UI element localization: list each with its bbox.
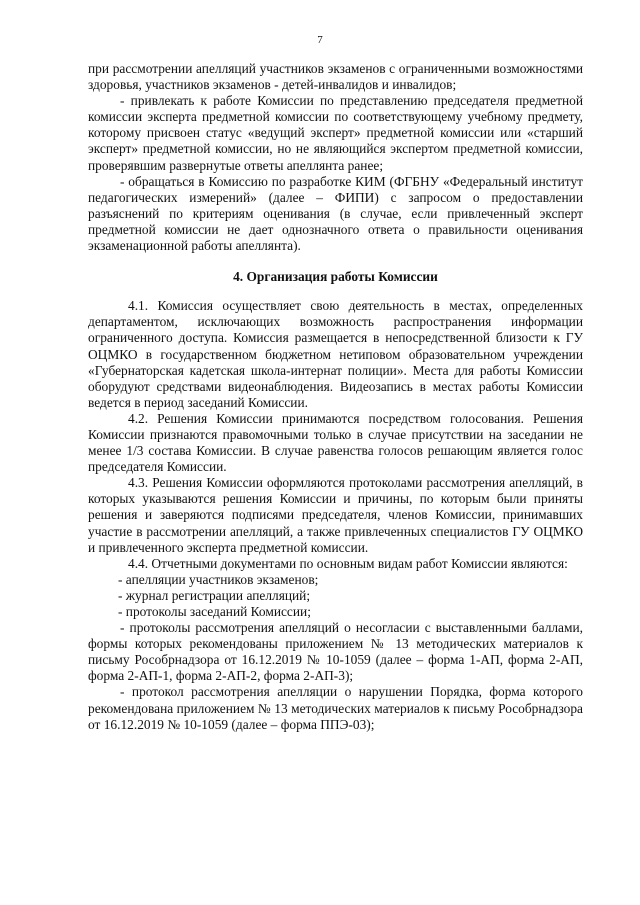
- list-item: - журнал регистрации апелляций;: [118, 587, 311, 603]
- paragraph-appeal-protocols: - протоколы рассмотрения апелляций о несогласии с выставленными баллами, формы которых рекомендованы приложением № 13 методических материалов к письму Рособрнадзора от 16.12.2019 № 10-1059 (далее – форма 1-АП, форма 2-АП, форма 2-АП-1, форма 2-АП-2, форма 2-АП-3);: [88, 620, 583, 684]
- paragraph-violation-protocol: - протокол рассмотрения апелляции о нарушении Порядка, форма которого рекомендована приложением № 13 методических материалов к письму Рособрнадзора от 16.12.2019 № 10-1059 (далее – форма ППЭ-03);: [88, 684, 583, 732]
- paragraph-continuation: при рассмотрении апелляций участников экзаменов с ограниченными возможностями здоровья, участников экзаменов - детей-инвалидов и инвалидов;: [88, 61, 583, 93]
- paragraph-4-2: 4.2. Решения Комиссии принимаются посредством голосования. Решения Комиссии признаются правомочными только в случае присутствии на заседании не менее 1/3 состава Комиссии. В случае равенства голосов решающим является голос председателя Комиссии.: [88, 410, 583, 475]
- document-body: [88, 61, 583, 733]
- paragraph-contact-fipi: - обращаться в Комиссию по разработке КИМ (ФГБНУ «Федеральный институт педагогических измерений» (далее – ФИПИ) с запросом о предоставлении разъяснений по критериям оценивания (в случае, если привлеченный эксперт предметной комиссии не дает однозначного ответа о правильности оценивания экзаменационной работы апеллянта).: [88, 173, 583, 254]
- section-title: 4. Организация работы Комиссии: [233, 269, 438, 285]
- paragraph-involve-experts: - привлекать к работе Комиссии по представлению председателя предметной комиссии эксперта предметной комиссии по соответствующему учебному предмету, которому присвоен статус «ведущий эксперт» предметной комиссии или «старший эксперт» предметной комиссии, но не являющийся экспертом предметной комиссии, проверявшим развернутые ответы апеллянта ранее;: [88, 93, 583, 173]
- paragraph-4-3: 4.3. Решения Комиссии оформляются протоколами рассмотрения апелляций, в которых указываются решения Комиссии и причины, по которым были приняты решения и заверяются подписями председателя, членов Комиссии, принимавших участие в рассмотрении апелляций, а также привлеченных специалистов ГУ ОЦМКО и привлеченного эксперта предметной комиссии.: [88, 475, 583, 555]
- list-item: - апелляции участников экзаменов;: [118, 571, 319, 587]
- page-number: 7: [317, 34, 323, 46]
- paragraph-4-4: 4.4. Отчетными документами по основным видам работ Комиссии являются:: [128, 555, 568, 571]
- paragraph-4-1: 4.1. Комиссия осуществляет свою деятельность в местах, определенных департаментом, исключающих возможность распространения информации ограниченного доступа. Комиссия размещается в непосредственной близости к ГУ ОЦМКО в государственном бюджетном нетиповом образовательном учреждении «Губернаторская кадетская школа-интернат полиции». Места для работы Комиссии оборудуют средствами видеонаблюдения. Видеозапись в местах работы Комиссии ведется в период заседаний Комиссии.: [88, 298, 583, 410]
- list-item: - протоколы заседаний Комиссии;: [118, 604, 311, 619]
